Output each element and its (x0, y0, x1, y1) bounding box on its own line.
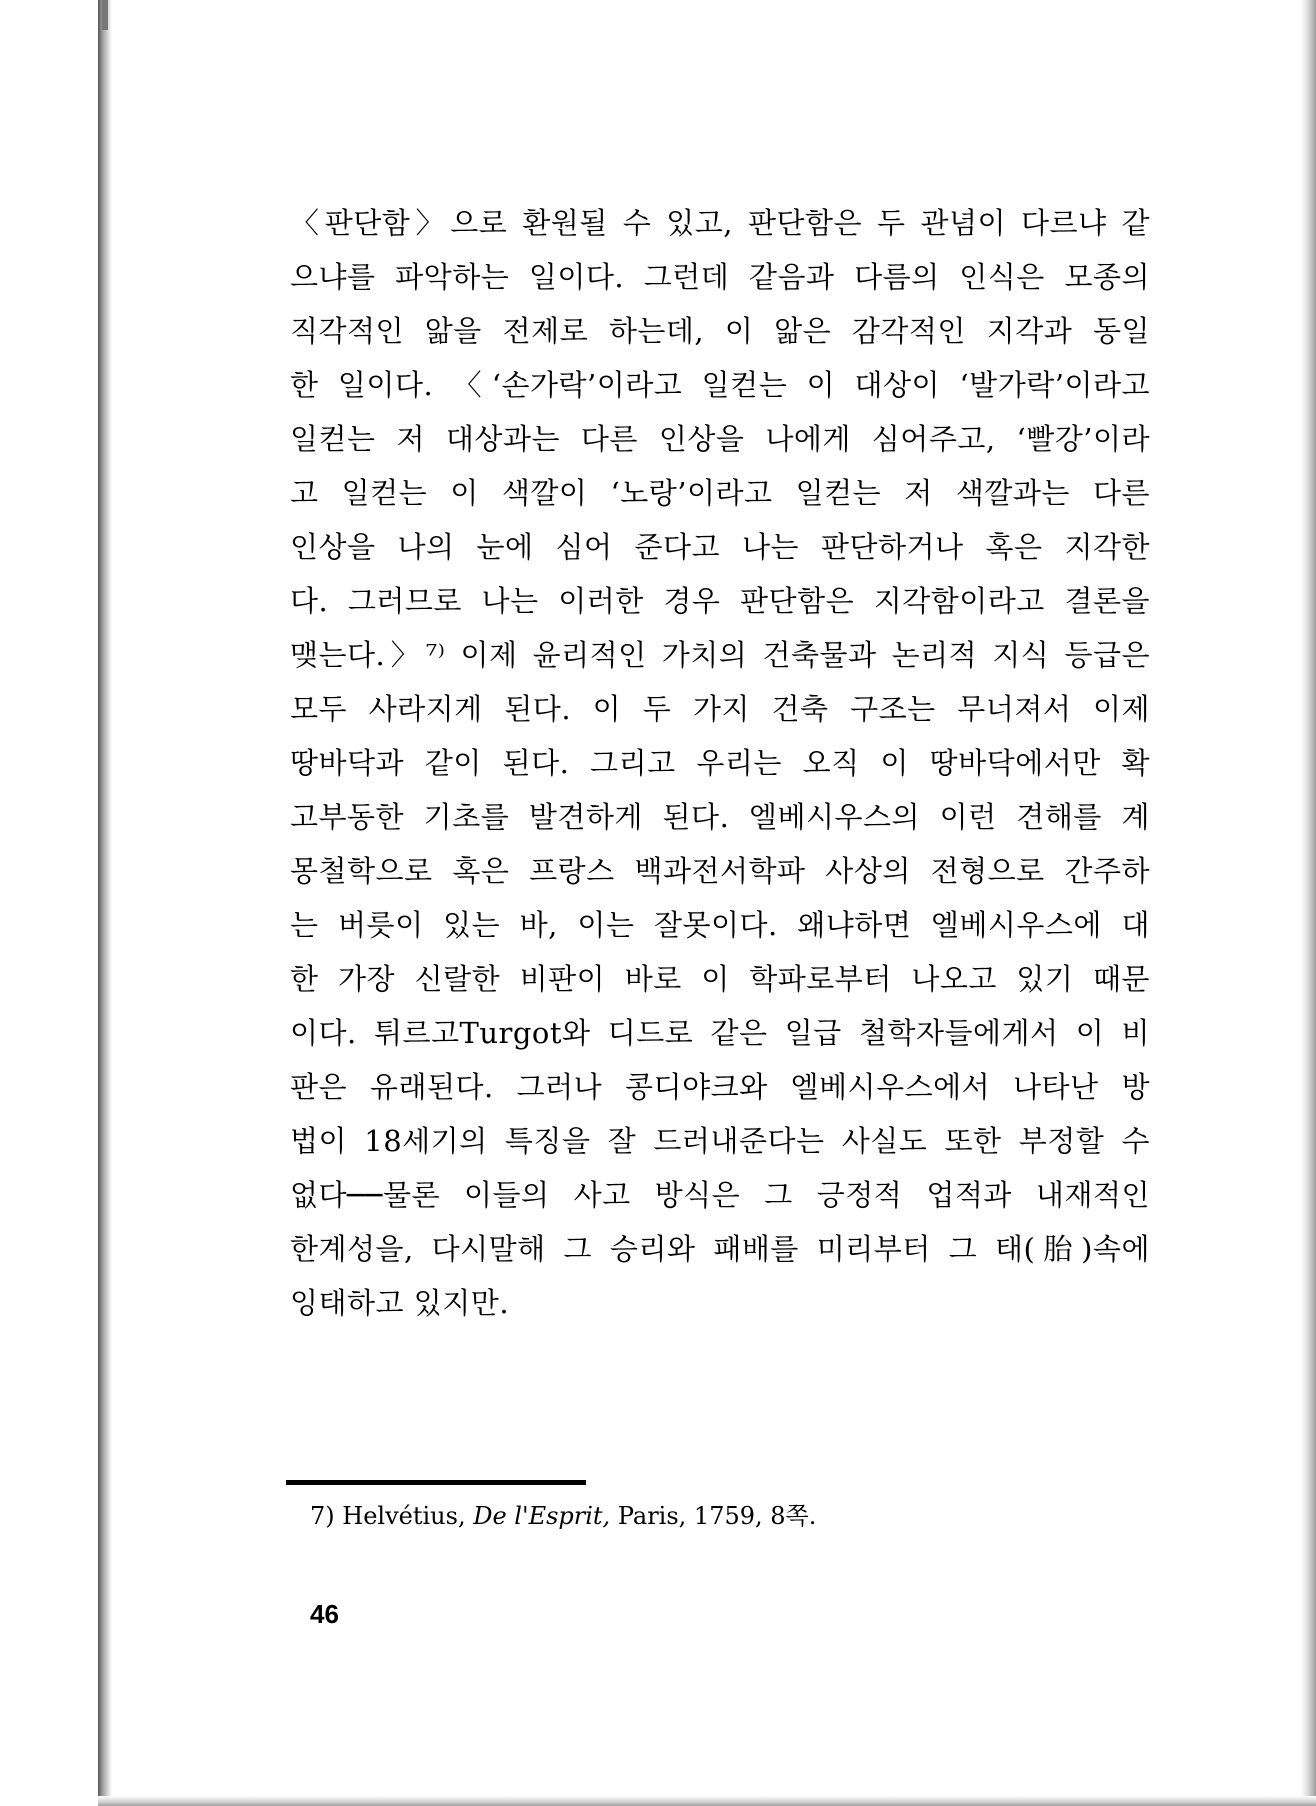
body-line: 한 일이다. 〈‘손가락’이라고 일컫는 이 대상이 ‘발가락’이라고 (290, 368, 1150, 402)
body-line: 다. 그러므로 나는 이러한 경우 판단함은 지각함이라고 결론을 (290, 584, 1150, 618)
body-line: 맺는다.〉⁷⁾ 이제 윤리적인 가치의 건축물과 논리적 지식 등급은 (290, 638, 1150, 672)
body-line: 판은 유래된다. 그러나 콩디야크와 엘베시우스에서 나타난 방 (290, 1070, 1150, 1104)
page-edge-left (98, 0, 112, 1806)
body-line: 직각적인 앎을 전제로 하는데, 이 앎은 감각적인 지각과 동일 (290, 314, 1150, 348)
body-line: 없다──물론 이들의 사고 방식은 그 긍정적 업적과 내재적인 (290, 1178, 1150, 1212)
body-line: 몽철학으로 혹은 프랑스 백과전서학파 사상의 전형으로 간주하 (290, 854, 1150, 888)
footnote (310, 1496, 816, 1536)
page-edge-bottom (98, 1796, 1316, 1806)
body-line: 고부동한 기초를 발견하게 된다. 엘베시우스의 이런 견해를 계 (290, 800, 1150, 834)
body-text (290, 196, 1150, 1330)
page-edge-right (1300, 0, 1316, 1806)
footnote-author: Helvétius, (342, 1502, 466, 1530)
body-line: 모두 사라지게 된다. 이 두 가지 건축 구조는 무너져서 이제 (290, 692, 1150, 726)
body-line: 한 가장 신랄한 비판이 바로 이 학파로부터 나오고 있기 때문 (290, 962, 1150, 996)
page-corner (102, 0, 108, 30)
footnote-number: 7) (310, 1502, 335, 1530)
body-line: 는 버릇이 있는 바, 이는 잘못이다. 왜냐하면 엘베시우스에 대 (290, 908, 1150, 942)
body-line: 인상을 나의 눈에 심어 준다고 나는 판단하거나 혹은 지각한 (290, 530, 1150, 564)
footnote-divider (286, 1480, 586, 1485)
body-line: 법이 18세기의 특징을 잘 드러내준다는 사실도 또한 부정할 수 (290, 1124, 1150, 1158)
body-line: 잉태하고 있지만. (290, 1286, 510, 1320)
body-line: 일컫는 저 대상과는 다른 인상을 나에게 심어주고, ‘빨강’이라 (290, 422, 1150, 456)
footnote-title: De l'Esprit, (473, 1502, 611, 1530)
body-line: 고 일컫는 이 색깔이 ‘노랑’이라고 일컫는 저 색깔과는 다른 (290, 476, 1150, 510)
body-line: 〈판단함〉으로 환원될 수 있고, 판단함은 두 관념이 다르냐 같 (290, 206, 1150, 240)
body-line: 으냐를 파악하는 일이다. 그런데 같음과 다름의 인식은 모종의 (290, 260, 1150, 294)
body-line: 이다. 튀르고Turgot와 디드로 같은 일급 철학자들에게서 이 비 (290, 1016, 1150, 1050)
footnote-publication: Paris, 1759, 8쪽. (617, 1502, 817, 1530)
page-number: 46 (310, 1599, 339, 1629)
body-line: 땅바닥과 같이 된다. 그리고 우리는 오직 이 땅바닥에서만 확 (290, 746, 1150, 780)
body-line: 한계성을, 다시말해 그 승리와 패배를 미리부터 그 태(胎)속에 (290, 1232, 1150, 1266)
